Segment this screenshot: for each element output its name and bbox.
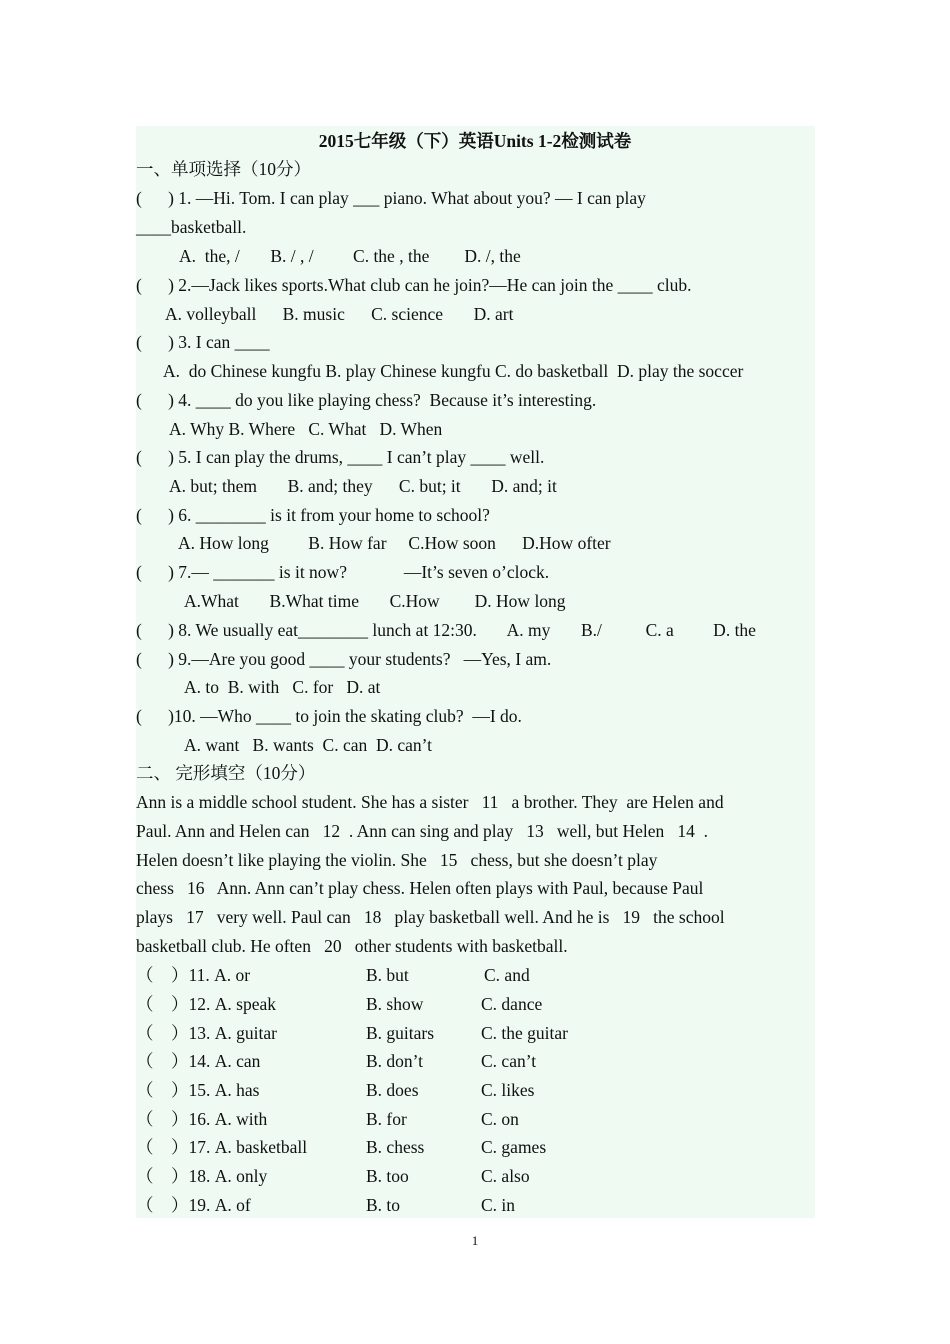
cloze-item-13-a: （ ）13. A. guitar: [136, 1023, 277, 1043]
passage-line: plays 17 very well. Paul can 18 play basketball well. And he is 19 the school: [136, 907, 725, 927]
cloze-item-18-b: B. too: [366, 1166, 409, 1186]
question-5-options: A. but; them B. and; they C. but; it D. and; it: [169, 476, 557, 496]
question-3-options: A. do Chinese kungfu B. play Chinese kungfu C. do basketball D. play the soccer: [163, 361, 744, 381]
question-6-options: A. How long B. How far C.How soon D.How ofter: [178, 533, 611, 553]
cloze-item-16-c: C. on: [481, 1109, 519, 1129]
question-8-stem: ( ) 8. We usually eat________ lunch at 12:30. A. my B./ C. a D. the: [136, 620, 756, 640]
question-2-options: A. volleyball B. music C. science D. art: [165, 304, 514, 324]
question-1-stem: ( ) 1. —Hi. Tom. I can play ___ piano. What about you? — I can play: [136, 188, 646, 208]
cloze-item-14-b: B. don’t: [366, 1051, 424, 1071]
question-7-options: A.What B.What time C.How D. How long: [184, 591, 566, 611]
question-6-stem: ( ) 6. ________ is it from your home to school?: [136, 505, 490, 525]
question-3-stem: ( ) 3. I can ____: [136, 332, 270, 352]
cloze-item-16-a: （ ）16. A. with: [136, 1109, 268, 1129]
cloze-item-12-c: C. dance: [481, 994, 543, 1014]
cloze-item-12-a: （ ）12. A. speak: [136, 994, 276, 1014]
question-5-stem: ( ) 5. I can play the drums, ____ I can’t play ____ well.: [136, 447, 545, 467]
cloze-item-15-a: （ ）15. A. has: [136, 1080, 260, 1100]
cloze-item-14-c: C. can’t: [481, 1051, 537, 1071]
cloze-item-13-c: C. the guitar: [481, 1023, 568, 1043]
cloze-item-11-a: （ ）11. A. or: [136, 965, 251, 985]
cloze-item-16-b: B. for: [366, 1109, 407, 1129]
section2-heading: 二、 完形填空（10分）: [136, 763, 316, 783]
question-4-options: A. Why B. Where C. What D. When: [169, 419, 443, 439]
cloze-item-14-a: （ ）14. A. can: [136, 1051, 261, 1071]
question-2-stem: ( ) 2.—Jack likes sports.What club can he join?—He can join the ____ club.: [136, 275, 692, 295]
question-9-stem: ( ) 9.—Are you good ____ your students? —Yes, I am.: [136, 649, 552, 669]
cloze-item-17-a: （ ）17. A. basketball: [136, 1137, 308, 1157]
cloze-item-19-a: （ ）19. A. of: [136, 1195, 251, 1215]
cloze-item-19-c: C. in: [481, 1195, 516, 1215]
cloze-item-12-b: B. show: [366, 994, 424, 1014]
passage-line: Paul. Ann and Helen can 12 . Ann can sing and play 13 well, but Helen 14 .: [136, 821, 709, 841]
cloze-item-19-b: B. to: [366, 1195, 401, 1215]
passage-line: Ann is a middle school student. She has a sister 11 a brother. They are Helen and: [136, 792, 724, 812]
question-10-stem: ( )10. —Who ____ to join the skating club? —I do.: [136, 706, 522, 726]
cloze-item-11-b: B. but: [366, 965, 409, 985]
question-4-stem: ( ) 4. ____ do you like playing chess? Because it’s interesting.: [136, 390, 597, 410]
cloze-item-15-b: B. does: [366, 1080, 419, 1100]
question-9-options: A. to B. with C. for D. at: [184, 677, 381, 697]
passage-line: basketball club. He often 20 other students with basketball.: [136, 936, 568, 956]
page-number: 1: [471, 1233, 479, 1248]
section1-heading: 一、单项选择（10分）: [136, 159, 311, 179]
cloze-item-17-b: B. chess: [366, 1137, 425, 1157]
question-10-options: A. want B. wants C. can D. can’t: [184, 735, 433, 755]
passage-line: chess 16 Ann. Ann can’t play chess. Helen often plays with Paul, because Paul: [136, 878, 704, 898]
cloze-item-11-c: C. and: [484, 965, 530, 985]
question-7-stem: ( ) 7.— _______ is it now? —It’s seven o’clock.: [136, 562, 550, 582]
cloze-item-13-b: B. guitars: [366, 1023, 435, 1043]
question-1-options: A. the, / B. / , / C. the , the D. /, the: [179, 246, 521, 266]
page-title: 2015七年级（下）英语Units 1-2检测试卷: [318, 131, 632, 151]
cloze-item-15-c: C. likes: [481, 1080, 535, 1100]
cloze-item-18-c: C. also: [481, 1166, 530, 1186]
question-1-stem-cont: ____basketball.: [136, 217, 247, 237]
cloze-item-18-a: （ ）18. A. only: [136, 1166, 268, 1186]
cloze-item-17-c: C. games: [481, 1137, 547, 1157]
passage-line: Helen doesn’t like playing the violin. She 15 chess, but she doesn’t play: [136, 850, 658, 870]
